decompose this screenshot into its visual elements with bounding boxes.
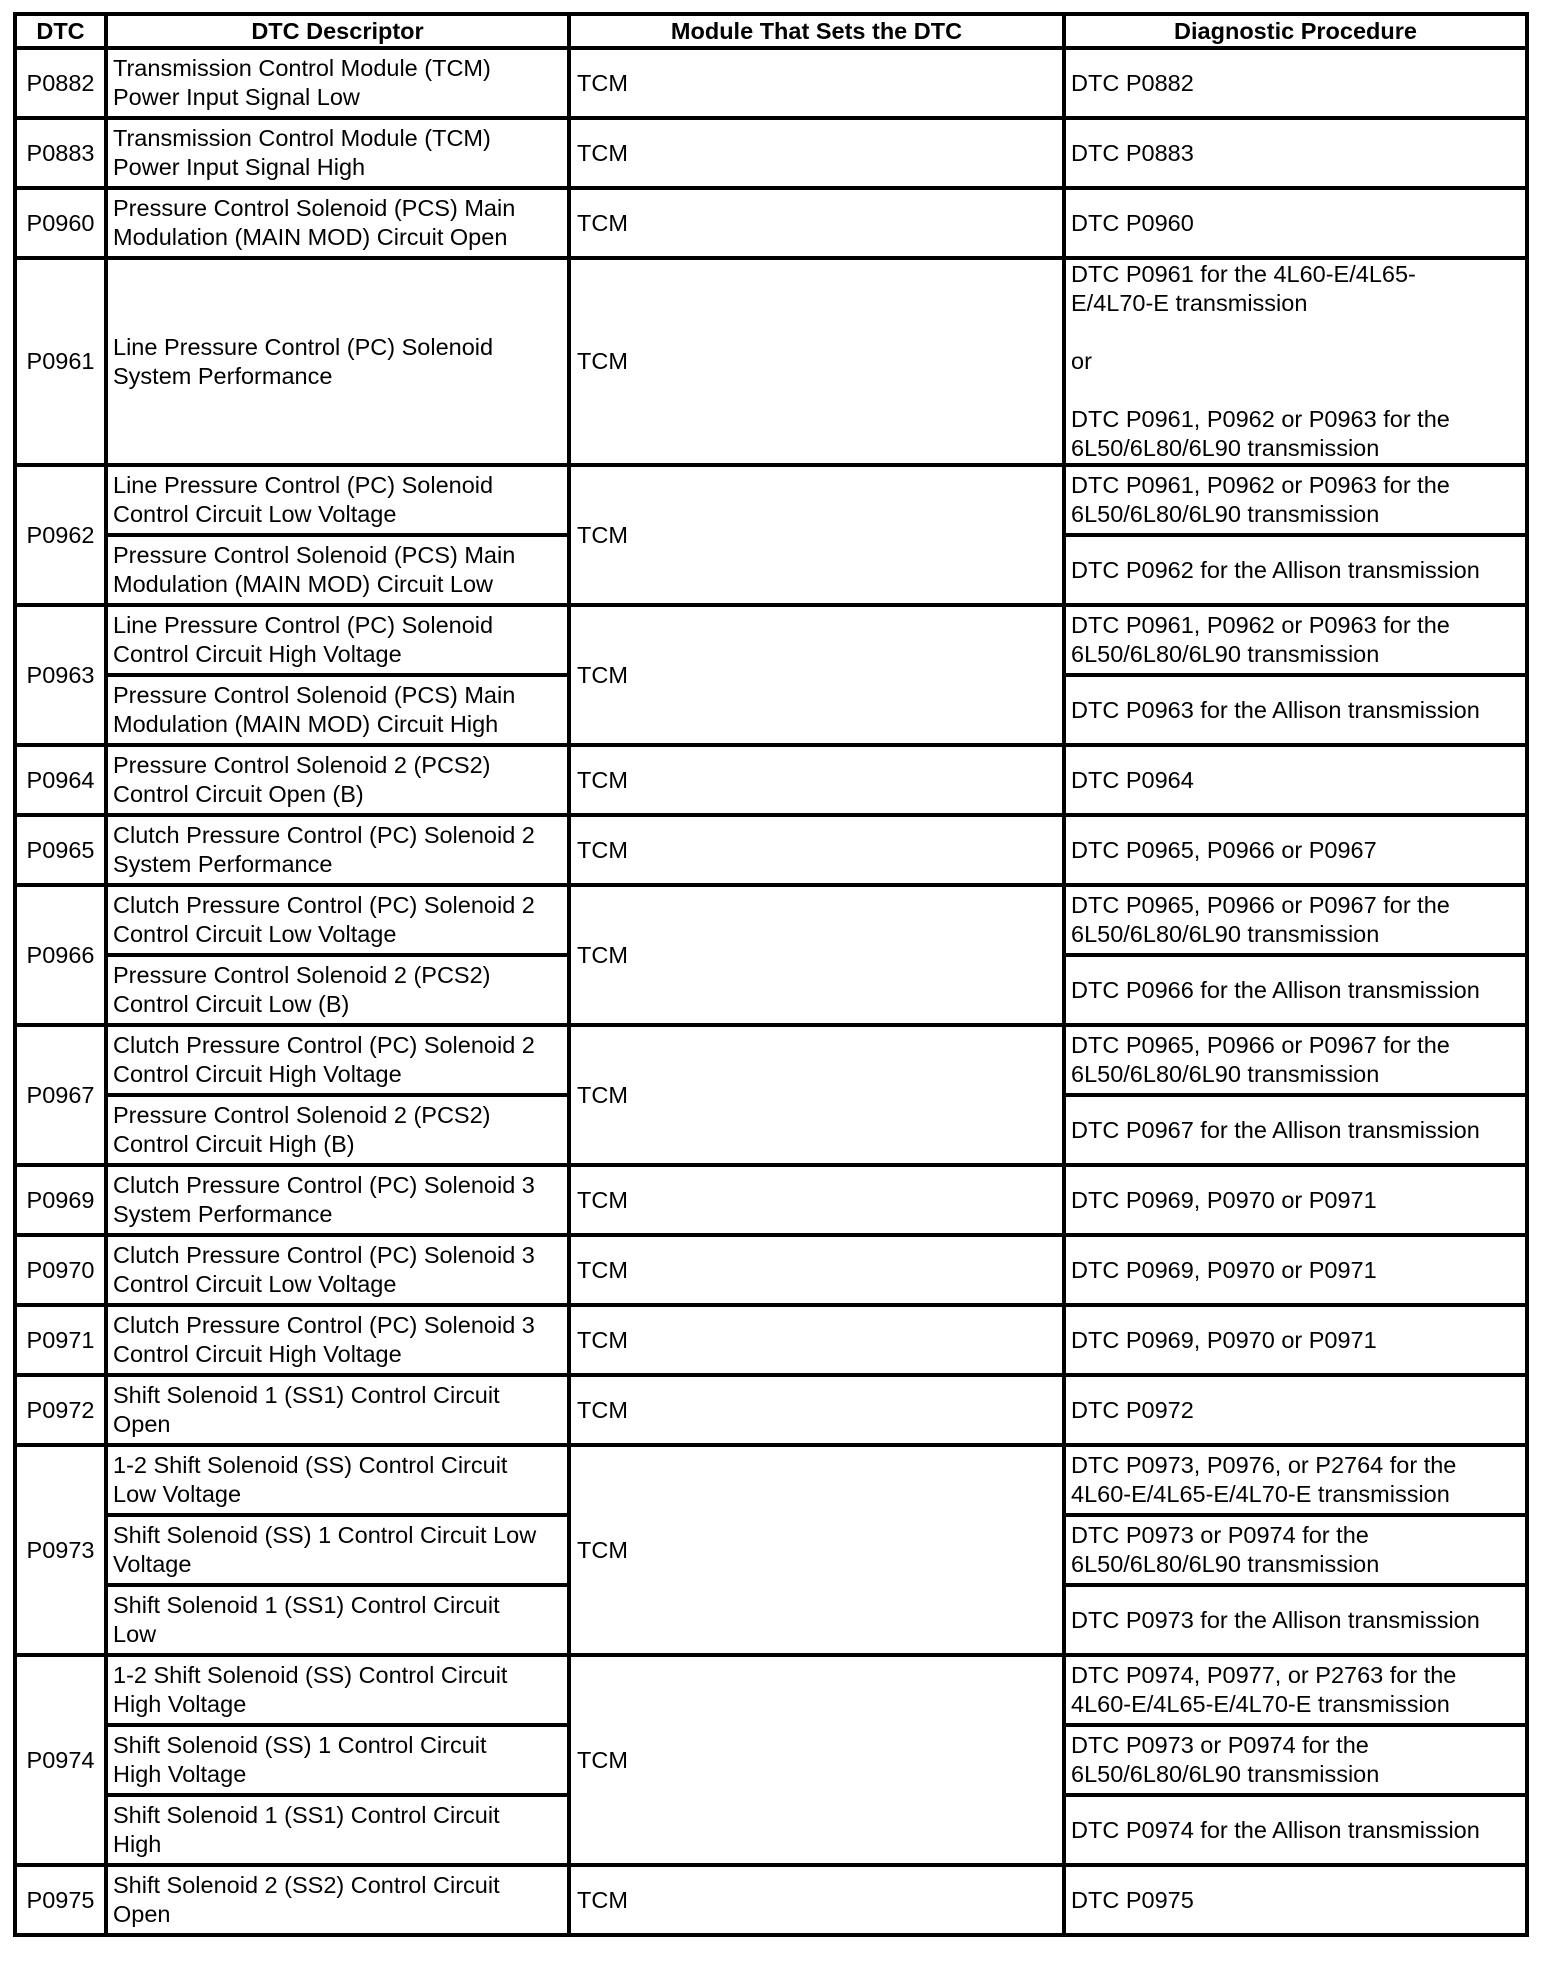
dtc-code: P0962 <box>15 465 106 605</box>
dtc-descriptor: Line Pressure Control (PC) Solenoid Control Circuit Low Voltage <box>106 465 569 535</box>
table-row <box>15 815 1527 885</box>
module-cell: TCM <box>569 815 1064 885</box>
dtc-descriptor: Pressure Control Solenoid (PCS) Main Modulation (MAIN MOD) Circuit Open <box>106 188 569 258</box>
diagnostic-procedure: DTC P0973 for the Allison transmission <box>1064 1585 1527 1655</box>
module-cell: TCM <box>569 48 1064 118</box>
module-cell: TCM <box>569 1235 1064 1305</box>
dtc-descriptor: Pressure Control Solenoid 2 (PCS2) Control Circuit High (B) <box>106 1095 569 1165</box>
module-cell: TCM <box>569 1305 1064 1375</box>
dtc-descriptor: Shift Solenoid 1 (SS1) Control Circuit Low <box>106 1585 569 1655</box>
diagnostic-procedure: DTC P0961, P0962 or P0963 for the 6L50/6L80/6L90 transmission <box>1064 605 1527 675</box>
table-row <box>15 48 1527 118</box>
dtc-descriptor: Clutch Pressure Control (PC) Solenoid 2 System Performance <box>106 815 569 885</box>
diagnostic-procedure: DTC P0962 for the Allison transmission <box>1064 535 1527 605</box>
table-row <box>15 118 1527 188</box>
dtc-descriptor: Clutch Pressure Control (PC) Solenoid 2 Control Circuit High Voltage <box>106 1025 569 1095</box>
header-descriptor: DTC Descriptor <box>106 14 569 48</box>
dtc-code: P0967 <box>15 1025 106 1165</box>
diagnostic-procedure: DTC P0967 for the Allison transmission <box>1064 1095 1527 1165</box>
diagnostic-procedure: DTC P0961 for the 4L60-E/4L65- E/4L70-E transmission or DTC P0961, P0962 or P0963 for the 6L50/6L80/6L90 transmission <box>1064 258 1527 465</box>
dtc-code: P0975 <box>15 1865 106 1935</box>
dtc-descriptor: Clutch Pressure Control (PC) Solenoid 2 Control Circuit Low Voltage <box>106 885 569 955</box>
module-cell: TCM <box>569 885 1064 1025</box>
dtc-code: P0970 <box>15 1235 106 1305</box>
table-row <box>15 745 1527 815</box>
dtc-code: P0973 <box>15 1445 106 1655</box>
diagnostic-procedure: DTC P0973 or P0974 for the 6L50/6L80/6L90 transmission <box>1064 1515 1527 1585</box>
dtc-descriptor: Clutch Pressure Control (PC) Solenoid 3 System Performance <box>106 1165 569 1235</box>
module-cell: TCM <box>569 118 1064 188</box>
dtc-code: P0961 <box>15 258 106 465</box>
dtc-code: P0966 <box>15 885 106 1025</box>
module-cell: TCM <box>569 1445 1064 1655</box>
module-cell: TCM <box>569 1865 1064 1935</box>
table-row <box>15 1235 1527 1305</box>
dtc-code: P0963 <box>15 605 106 745</box>
dtc-descriptor: Pressure Control Solenoid 2 (PCS2) Control Circuit Open (B) <box>106 745 569 815</box>
table-row <box>15 1655 1527 1725</box>
diagnostic-procedure: DTC P0972 <box>1064 1375 1527 1445</box>
diagnostic-procedure: DTC P0964 <box>1064 745 1527 815</box>
dtc-code: P0974 <box>15 1655 106 1865</box>
dtc-descriptor: Pressure Control Solenoid (PCS) Main Modulation (MAIN MOD) Circuit High <box>106 675 569 745</box>
header-procedure: Diagnostic Procedure <box>1064 14 1527 48</box>
diagnostic-procedure: DTC P0966 for the Allison transmission <box>1064 955 1527 1025</box>
table-row <box>15 885 1527 955</box>
dtc-descriptor: Shift Solenoid 1 (SS1) Control Circuit High <box>106 1795 569 1865</box>
dtc-descriptor: 1-2 Shift Solenoid (SS) Control Circuit Low Voltage <box>106 1445 569 1515</box>
diagnostic-procedure: DTC P0973 or P0974 for the 6L50/6L80/6L90 transmission <box>1064 1725 1527 1795</box>
diagnostic-procedure: DTC P0965, P0966 or P0967 for the 6L50/6L80/6L90 transmission <box>1064 885 1527 955</box>
header-row <box>15 14 1527 48</box>
dtc-descriptor: Pressure Control Solenoid (PCS) Main Modulation (MAIN MOD) Circuit Low <box>106 535 569 605</box>
module-cell: TCM <box>569 605 1064 745</box>
dtc-code: P0882 <box>15 48 106 118</box>
table-row <box>15 1865 1527 1935</box>
dtc-code: P0964 <box>15 745 106 815</box>
dtc-code: P0883 <box>15 118 106 188</box>
dtc-descriptor: Clutch Pressure Control (PC) Solenoid 3 Control Circuit Low Voltage <box>106 1235 569 1305</box>
diagnostic-procedure: DTC P0975 <box>1064 1865 1527 1935</box>
table-row <box>15 605 1527 675</box>
dtc-code: P0969 <box>15 1165 106 1235</box>
diagnostic-procedure: DTC P0882 <box>1064 48 1527 118</box>
module-cell: TCM <box>569 1375 1064 1445</box>
module-cell: TCM <box>569 258 1064 465</box>
dtc-descriptor: Shift Solenoid 1 (SS1) Control Circuit Open <box>106 1375 569 1445</box>
table-row <box>15 465 1527 535</box>
dtc-code: P0965 <box>15 815 106 885</box>
dtc-code: P0972 <box>15 1375 106 1445</box>
diagnostic-procedure: DTC P0969, P0970 or P0971 <box>1064 1305 1527 1375</box>
dtc-descriptor: Line Pressure Control (PC) Solenoid Control Circuit High Voltage <box>106 605 569 675</box>
module-cell: TCM <box>569 1655 1064 1865</box>
diagnostic-procedure: DTC P0963 for the Allison transmission <box>1064 675 1527 745</box>
table-body <box>15 48 1527 1935</box>
module-cell: TCM <box>569 188 1064 258</box>
dtc-descriptor: Shift Solenoid (SS) 1 Control Circuit Low Voltage <box>106 1515 569 1585</box>
diagnostic-procedure: DTC P0973, P0976, or P2764 for the 4L60-E/4L65-E/4L70-E transmission <box>1064 1445 1527 1515</box>
diagnostic-procedure: DTC P0974, P0977, or P2763 for the 4L60-E/4L65-E/4L70-E transmission <box>1064 1655 1527 1725</box>
diagnostic-procedure: DTC P0965, P0966 or P0967 for the 6L50/6L80/6L90 transmission <box>1064 1025 1527 1095</box>
dtc-descriptor: Shift Solenoid (SS) 1 Control Circuit High Voltage <box>106 1725 569 1795</box>
header-module: Module That Sets the DTC <box>569 14 1064 48</box>
table-row <box>15 1445 1527 1515</box>
header-dtc: DTC <box>15 14 106 48</box>
diagnostic-procedure: DTC P0969, P0970 or P0971 <box>1064 1165 1527 1235</box>
dtc-table <box>13 12 1529 1937</box>
module-cell: TCM <box>569 1025 1064 1165</box>
table-row <box>15 258 1527 465</box>
diagnostic-procedure: DTC P0960 <box>1064 188 1527 258</box>
dtc-descriptor: 1-2 Shift Solenoid (SS) Control Circuit High Voltage <box>106 1655 569 1725</box>
dtc-descriptor: Line Pressure Control (PC) Solenoid System Performance <box>106 258 569 465</box>
dtc-code: P0971 <box>15 1305 106 1375</box>
module-cell: TCM <box>569 1165 1064 1235</box>
table-row <box>15 1165 1527 1235</box>
table-row <box>15 1375 1527 1445</box>
dtc-descriptor: Transmission Control Module (TCM) Power Input Signal Low <box>106 48 569 118</box>
table-row <box>15 188 1527 258</box>
diagnostic-procedure: DTC P0965, P0966 or P0967 <box>1064 815 1527 885</box>
module-cell: TCM <box>569 465 1064 605</box>
table-row <box>15 1025 1527 1095</box>
dtc-descriptor: Transmission Control Module (TCM) Power Input Signal High <box>106 118 569 188</box>
diagnostic-procedure: DTC P0969, P0970 or P0971 <box>1064 1235 1527 1305</box>
dtc-descriptor: Pressure Control Solenoid 2 (PCS2) Control Circuit Low (B) <box>106 955 569 1025</box>
diagnostic-procedure: DTC P0961, P0962 or P0963 for the 6L50/6L80/6L90 transmission <box>1064 465 1527 535</box>
diagnostic-procedure: DTC P0883 <box>1064 118 1527 188</box>
dtc-code: P0960 <box>15 188 106 258</box>
module-cell: TCM <box>569 745 1064 815</box>
diagnostic-procedure: DTC P0974 for the Allison transmission <box>1064 1795 1527 1865</box>
dtc-descriptor: Clutch Pressure Control (PC) Solenoid 3 Control Circuit High Voltage <box>106 1305 569 1375</box>
table-row <box>15 1305 1527 1375</box>
dtc-descriptor: Shift Solenoid 2 (SS2) Control Circuit Open <box>106 1865 569 1935</box>
